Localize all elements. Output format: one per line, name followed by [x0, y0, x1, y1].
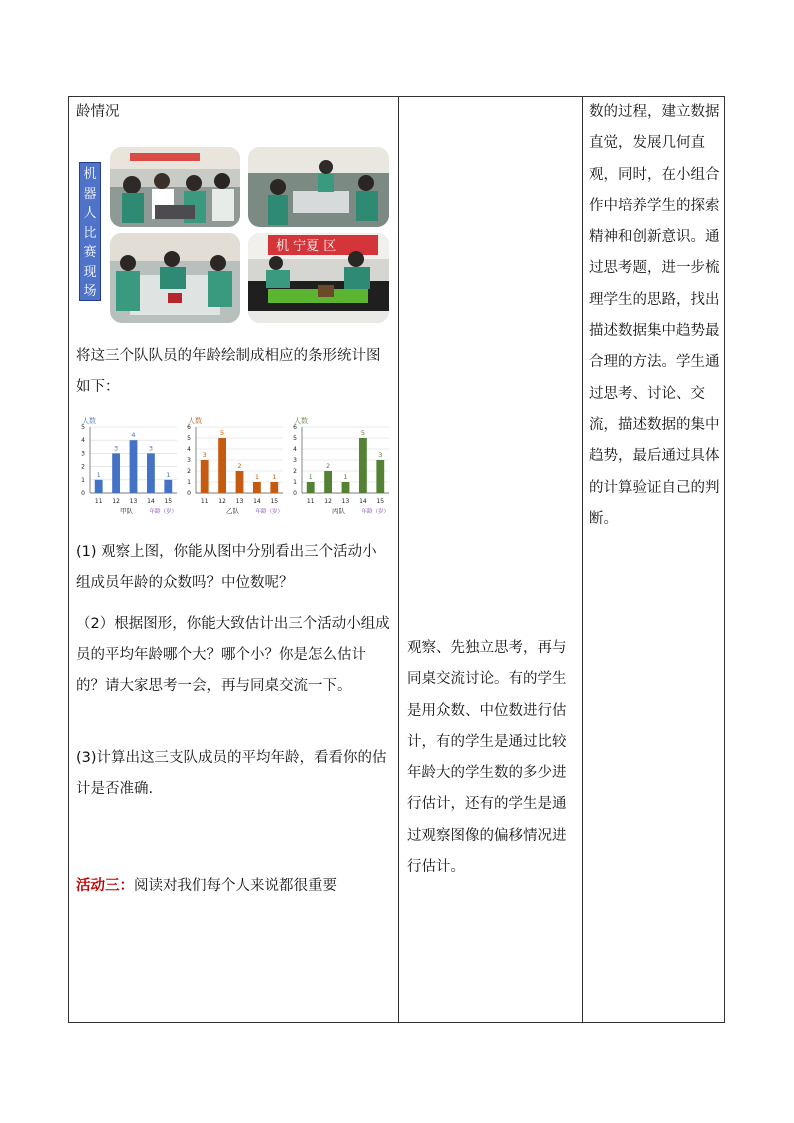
chart-y-tick: 6: [293, 424, 297, 431]
chart-bar: [201, 460, 209, 493]
chart-x-tick: 14: [253, 498, 261, 505]
chart-x-tick: 12: [218, 498, 226, 505]
chart-y-tick: 2: [293, 468, 297, 475]
chart-x-tick: 13: [129, 498, 138, 505]
chart-y-tick: 4: [187, 446, 191, 453]
activity-column: [69, 97, 398, 1022]
chart-ylabel: 人数: [188, 417, 202, 425]
chart-x-tick: 14: [359, 498, 367, 505]
chart-data-label: 1: [343, 473, 348, 481]
photo-caption: 机 器 人 比 赛 现 场 图: [79, 162, 101, 301]
contest-photo-3: [110, 233, 240, 323]
charts-svg: [76, 415, 391, 519]
chart-xlabel: 丙队: [332, 507, 346, 515]
chart-data-label: 2: [237, 462, 242, 470]
chart-y-tick: 0: [187, 490, 191, 497]
chart-bar: [218, 438, 226, 493]
chart-y-tick: 1: [81, 476, 85, 484]
activity-3-text: 阅读对我们每个人来说都很重要: [134, 878, 337, 894]
chart-bar: [342, 482, 350, 493]
chart-bar: [270, 482, 278, 493]
chart-x-tick: 11: [200, 498, 209, 505]
chart-bar: [164, 480, 172, 493]
chart-data-label: 1: [166, 470, 171, 479]
chart-data-label: 3: [114, 444, 119, 453]
chart-y-tick: 3: [187, 457, 191, 464]
chart-data-label: 2: [326, 462, 331, 470]
chart-bar: [376, 460, 384, 493]
chart-y-tick: 2: [81, 463, 85, 471]
design-intent-text: 数的过程，建立数据直觉，发展几何直观，同时，在小组合作中培养学生的探索精神和创新意识。通过思考题，进一步梳理学生的思路，找出描述数据集中趋势最合理的方法。学生通过思考、讨论、交流，描述数据的集中趋势，最后通过具体的计算验证自己的判断。: [589, 104, 720, 527]
chart-y-tick: 5: [81, 424, 85, 431]
lesson-table: [68, 96, 725, 1023]
age-bar-charts: [76, 415, 391, 519]
chart-data-label: 1: [308, 473, 313, 481]
chart-x-tick: 12: [324, 498, 332, 505]
chart-bar: [95, 480, 103, 493]
question-3: (3)计算出这三支队成员的平均年龄，看看你的估计是否准确.: [76, 750, 387, 797]
chart-data-label: 3: [378, 451, 383, 459]
activity-3: [76, 871, 391, 902]
chart-x-tick: 15: [270, 498, 279, 505]
contest-photo-2: [248, 147, 389, 227]
chart-x-tick: 12: [112, 498, 120, 505]
chart-bar: [253, 482, 261, 493]
chart-x-tick: 15: [376, 498, 385, 505]
chart-data-label: 3: [148, 444, 153, 453]
chart-bar: [130, 440, 138, 493]
chart-bar: [112, 453, 120, 493]
chart-x-unit: 年龄（岁）: [255, 509, 283, 515]
chart-x-tick: 11: [306, 498, 315, 505]
chart-y-tick: 0: [81, 490, 85, 497]
chart-x-tick: 15: [164, 498, 173, 505]
chart-x-tick: 14: [147, 498, 155, 505]
chart-data-label: 5: [360, 429, 365, 437]
chart-bar: [324, 471, 332, 493]
question-2: （2）根据图形，你能大致估计出三个活动小组成员的平均年龄哪个大？哪个小？你是怎么估计的？请大家思考一会，再与同桌交流一下。: [76, 616, 390, 694]
chart-x-tick: 11: [94, 498, 103, 505]
chart-xlabel: 甲队: [120, 507, 134, 515]
chart-y-tick: 1: [187, 479, 191, 486]
chart-y-tick: 4: [293, 446, 297, 453]
chart-x-tick: 13: [235, 498, 244, 505]
student-activity-column: [399, 97, 582, 1022]
chart-bar: [236, 471, 244, 493]
student-activity-text: 观察、先独立思考，再与同桌交流讨论。有的学生是用众数、中位数进行估计，有的学生是通过比较年龄大的学生数的多少进行估计，还有的学生是通过观察图像的偏移情况进行估计。: [407, 640, 567, 876]
chart-y-tick: 4: [81, 437, 85, 445]
chart-y-tick: 3: [81, 450, 85, 458]
chart-y-tick: 6: [187, 424, 191, 431]
intro-line: 龄情况: [76, 104, 120, 120]
chart-xlabel: 乙队: [226, 507, 240, 515]
robot-contest-photos: [79, 147, 389, 323]
chart-ylabel: 人数: [82, 417, 96, 425]
contest-photo-1: [110, 147, 240, 227]
chart-data-label: 1: [272, 473, 277, 481]
chart-data-label: 3: [202, 451, 207, 459]
chart-y-tick: 5: [293, 435, 297, 442]
chart-y-tick: 1: [293, 479, 297, 486]
chart-y-tick: 3: [293, 457, 297, 464]
chart-bar: [147, 453, 155, 493]
chart-ylabel: 人数: [294, 417, 308, 425]
chart-x-unit: 年龄（岁）: [361, 509, 389, 515]
question-1: (1) 观察上图，你能从图中分别看出三个活动小组成员年龄的众数吗？中位数呢？: [76, 544, 377, 591]
chart-bar: [307, 482, 315, 493]
draw-chart-paragraph: 将这三个队队员的年龄绘制成相应的条形统计图如下：: [76, 348, 381, 395]
chart-data-label: 4: [131, 431, 136, 440]
design-intent-column: [583, 97, 725, 1022]
chart-y-tick: 0: [293, 490, 297, 497]
chart-data-label: 1: [254, 473, 259, 481]
chart-y-tick: 2: [187, 468, 191, 475]
chart-bar: [359, 438, 367, 493]
chart-y-tick: 5: [187, 435, 191, 442]
chart-data-label: 1: [96, 470, 101, 479]
chart-x-tick: 13: [341, 498, 350, 505]
chart-x-unit: 年龄（岁）: [149, 509, 177, 515]
activity-3-label: 活动三：: [76, 878, 134, 894]
banner-text: 机 宁夏 区: [276, 239, 337, 254]
chart-data-label: 5: [220, 429, 225, 437]
contest-photo-4: [248, 233, 389, 323]
